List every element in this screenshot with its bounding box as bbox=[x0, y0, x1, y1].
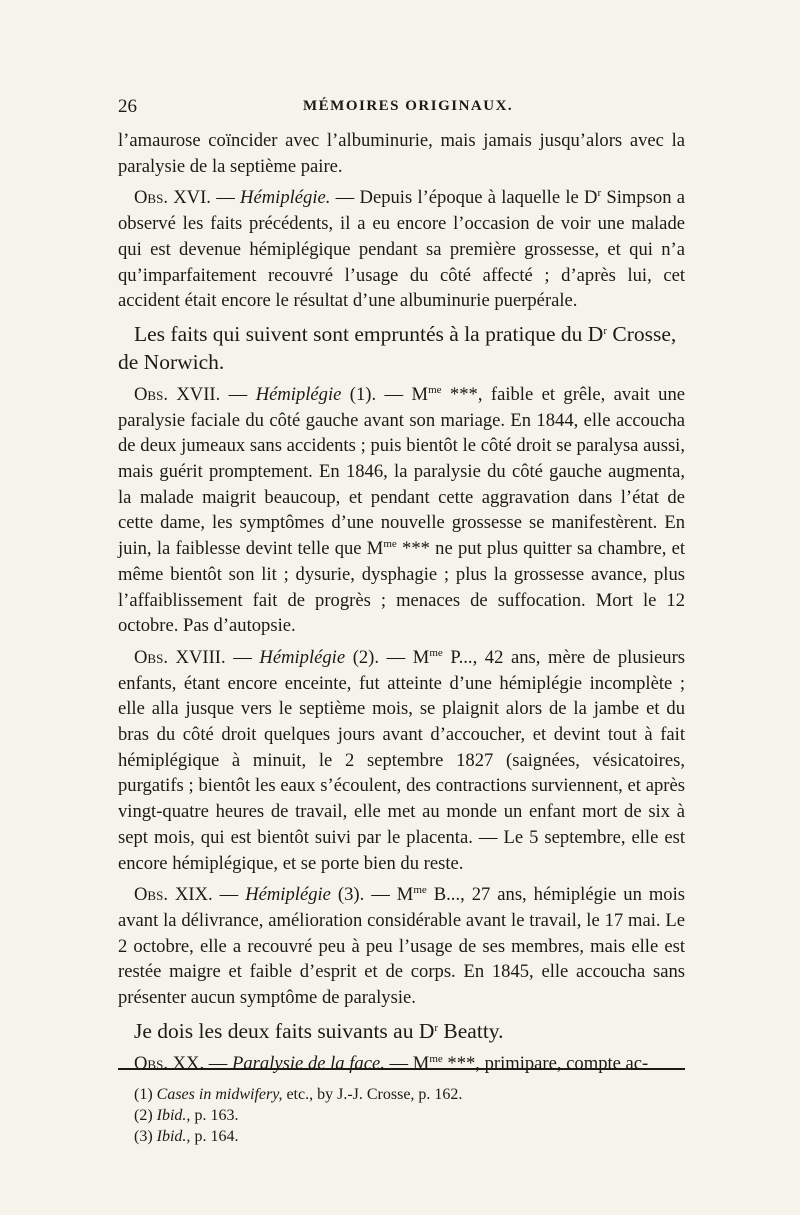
footnote-3: (3) Ibid., p. 164. bbox=[134, 1128, 239, 1145]
obs-label: Obs. XVIII. bbox=[134, 646, 226, 668]
observation-19: Obs. XIX. — Hémiplégie (3). — $M^{me}$ B..., 27 ans, hémiplégie un mois avant la délivrance, amélioration considérable avant le travail, le 17 mai. Le 2 octobre, elle a recouvré peu à peu l’usage de ses membres, mais elle est restée maigre et faible d’esprit et de corps. En 1845, elle accoucha sans présenter aucun symptôme de paralysie. bbox=[118, 884, 685, 1009]
obs-title: Hémiplégie bbox=[259, 646, 346, 668]
footnote-1: (1) Cases in midwifery, etc., by J.-J. Crosse, p. 162. bbox=[134, 1086, 463, 1103]
footnote-2: (2) Ibid., p. 163. bbox=[134, 1107, 239, 1124]
footnote-rule bbox=[118, 1068, 685, 1070]
obs-title: Hémiplégie bbox=[255, 383, 342, 405]
obs-title: Hémiplégie bbox=[245, 884, 331, 906]
observation-16: Obs. XVI. — Hémiplégie. — Depuis l’époque à laquelle le $D^r$ Simpson a observé les faits précédents, il a eu encore l’occasion de voir une malade qui est devenue hémiplégique pendant sa première grossesse, et qui n’a qu’imparfaitement recouvré l’usage du côté affecté ; d’après lui, cet accident était encore le résultat d’une albuminurie puerpérale. bbox=[118, 187, 686, 312]
running-title: MÉMOIRES ORIGINAUX. bbox=[303, 98, 514, 114]
observation-18: Obs. XVIII. — Hémiplégie (2). — $M^{me}$ P..., 42 ans, mère de plusieurs enfants, étant encore enceinte, fut atteinte d’une hémiplégie incomplète ; elle alla jusque vers le septième mois, se plaignit alors de la jambe et du bras du côté droit quelques jours avant d’accoucher, et devint tout à fait hémiplégique à minuit, le 2 septembre 1827 (saignées, vésicatoires, purgatifs ; bientôt les eaux s’écoulent, des contractions surviennent, et après vingt-quatre heures de travail, elle met au monde un enfant mort de six à sept mois, qui est bientôt suivi par le placenta. — Le 5 septembre, elle est encore hémiplégique, et se porte bien du reste. bbox=[118, 646, 685, 874]
continued-paragraph: l’amaurose coïncider avec l’albuminurie, mais jamais jusqu’alors avec la paralysie de la septième paire. bbox=[118, 130, 685, 177]
obs-title: Paralysie de la face. bbox=[232, 1052, 385, 1074]
obs-label: Obs. XX. bbox=[134, 1052, 205, 1074]
obs-label: Obs. XVII. bbox=[134, 383, 221, 405]
footnotes bbox=[134, 1084, 654, 1147]
lead-sentence-beatty: Je dois les deux faits suivants au $D^r$ Beatty. bbox=[134, 1018, 504, 1043]
page-number: 26 bbox=[118, 96, 137, 117]
obs-label: Obs. XIX. bbox=[134, 884, 213, 906]
lead-sentence-crosse: Les faits qui suivent sont empruntés à la pratique du $D^r$ Crosse, de Norwich. bbox=[118, 321, 677, 374]
obs-label: Obs. XVI. bbox=[134, 187, 211, 209]
observation-17: Obs. XVII. — Hémiplégie (1). — $M^{me}$ ***, faible et grêle, avait une paralysie faciale du côté gauche avant son mariage. En 1844, elle accoucha de deux jumeaux sans accidents ; puis bientôt le côté droit se paralysa aussi, mais guérit promptement. En 1846, la paralysie du côté gauche augmenta, la malade maigrit beaucoup, et pendant cette aggravation dans l’état de cette dame, les symptômes d’une nouvelle grossesse se manifestèrent. En juin, la faiblesse devint telle que $M^{me}$ *** ne put plus quitter sa chambre, et même bientôt son lit ; dysurie, dysphagie ; plus la grossesse avance, plus l’affaiblissement fait de progrès ; menaces de suffocation. Mort le 12 octobre. Pas d’autopsie. bbox=[118, 383, 686, 637]
page-header bbox=[118, 96, 685, 120]
obs-title: Hémiplégie. bbox=[240, 187, 331, 209]
observation-20: Obs. XX. — Paralysie de la face. — $M^{me}$ ***, primipare, compte ac- bbox=[134, 1052, 649, 1074]
body-text bbox=[118, 128, 685, 1077]
